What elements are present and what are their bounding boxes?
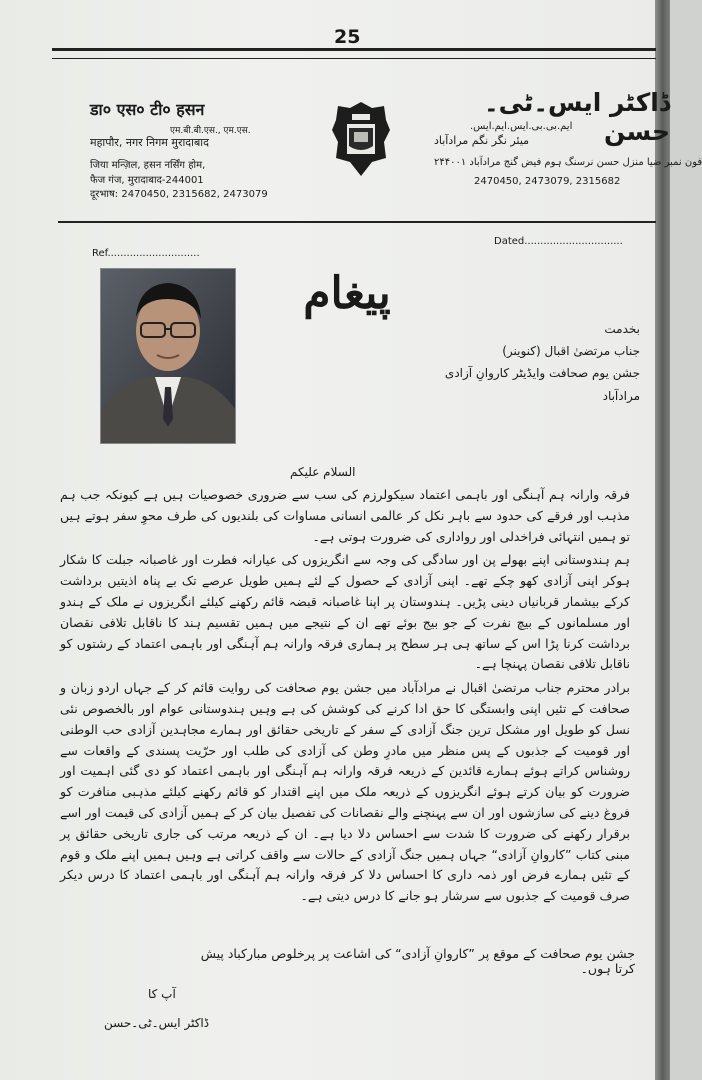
paragraph-3: برادر محترم جناب مرتضیٰ اقبال نے مرادآباد میں جشن یوم صحافت کی روایت قائم کر کے جہاں اردو زبان و صحافت کے تئیں اپنی وابستگی کا حق ادا کرنے کی کوشش کی ہے وہیں ہندوستانی عوام اور بالخصوص نئی نسل کو طویل اور مشکل ترین جنگ آزادی کے سفر کے تاریخی حقائق اور ہمارے مجاہدین آزادی حب الوطنی اور قومیت کے جذبوں کے پس منظر میں مادرِ وطن کی آزادی کی طلب اور حرّیت پسندی کے واقعات سے روشناس کراتے ہوئے ہمارے قائدین کے ذریعہ فرقہ وارانہ ہم آہنگی اور باہمی اعتماد کو دی گئی اہمیت اور ضرورت کو بیان کرتے ہوئے انگریزوں کے ذریعہ ملک میں اپنے اقتدار کو قائم رکھنے کیلئے مذہبی منافرت کو فروغ دینے کی سازشوں اور ان سے پہنچنے والے نقصانات کی تفصیل بیان کر کے ہمیں آزادی کی قیمت اور اسے برقرار رکھنے کی ضرورت کا شدت سے احساس دلا دیا ہے۔ ان کے ذریعہ مرتب کی جاری تاریخی حقائق پر مبنی کتاب ”کاروانِ آزادی“ جہاں ہمیں جنگ آزادی کے حالات سے واقف کراتی ہے وہیں ہمیں اپنے ملک و قوم کے تئیں ہمارے فرض اور ذمہ داری کا احساس دلا کر فرقہ وارانہ ہم آہنگی اور باہمی اعتماد کا درس دیکر صرف قومیت کے جذبوں سے سرشار ہو جانے کا درس دیتی ہے۔ (60, 680, 630, 904)
top-rule-thin (52, 58, 656, 59)
municipal-emblem-icon (330, 100, 392, 178)
hindi-title: महापौर, नगर निगम मुरादाबाद (90, 136, 209, 149)
hindi-phone (90, 186, 268, 200)
urdu-phone-label: فون نمبر (664, 157, 702, 168)
greeting: السلام علیکم (290, 465, 356, 479)
hindi-phone-label: दूरभाष: (90, 189, 119, 200)
recipient-city: مرادآباد (602, 389, 640, 403)
portrait-image (101, 269, 235, 443)
paragraph-1: فرقہ وارانہ ہم آہنگی اور باہمی اعتماد سیکولرزم کی سب سے ضروری خصوصیات ہیں ہے کیونکہ جب ہم مذہب اور فرقے کی حدود سے باہر نکل کر عالمی انسانی مساوات کی بلندیوں کی طرف محوِ سفر ہوتے ہیں تو ہمیں انتہائی فراخدلی اور رواداری کی ضرورت ہوتی ہے۔ (60, 487, 630, 544)
recipient-salutation: بخدمت (604, 322, 640, 336)
dated-field: Dated............................... (494, 236, 623, 247)
hindi-address1: जिया मन्ज़िल, हसन नर्सिंग होम, (90, 160, 206, 171)
hindi-degrees: एम.बी.बी.एस., एम.एस. (170, 126, 251, 136)
urdu-address (434, 157, 702, 168)
page-title: پیغام (303, 268, 391, 319)
header-bottom-rule (58, 221, 656, 223)
signature: ڈاکٹر ایس۔ٹی۔حسن (104, 1016, 210, 1030)
recipient-designation: جشن یوم صحافت وایڈیٹر کاروانِ آزادی (444, 366, 640, 380)
hindi-letterhead-name: डा० एस० टी० हसन (90, 100, 205, 119)
closing-line: جشن یوم صحافت کے موقع پر ”کاروانِ آزادی“ کی اشاعت پر پرخلوص مبارکباد پیش کرتا ہوں۔ (200, 946, 635, 976)
sign-off: آپ کا (148, 987, 176, 1001)
urdu-degrees: ایم.بی.بی.ایس.ایم.ایس. (470, 121, 573, 132)
top-rule (52, 48, 656, 51)
urdu-address-text: ضیا منزل حسن نرسنگ ہوم فیض گنج مرادآباد ۲۴۴۰۰۱ (434, 157, 662, 168)
ref-field: Ref............................. (92, 248, 200, 259)
page-number: 25 (334, 26, 361, 48)
hindi-address2: फैज गंज, मुरादाबाद-244001 (90, 175, 204, 186)
urdu-title: میئر نگر نگم مرادآباد (434, 134, 530, 147)
paragraph-2: ہم ہندوستانی اپنے بھولے پن اور سادگی کی وجہ سے انگریزوں کی عیارانہ فطرت اور غاصبانہ جبلت کا شکار ہوکر اپنی آزادی کھو چکے تھے۔ اپنی آزادی کے حصول کے لئے ہمیں طویل عرصے تک بے پناہ اذیتیں برداشت کرکے بیشمار قربانیاں دینی پڑیں۔ ہندوستان پر اپنا غاصبانہ قبضہ قائم رکھنے کیلئے انگریزوں نے ملک کے ہندو اور مسلمانوں کے بیچ نفرت کے جو بیج بوئے تھے ان کے نتیجے میں ہمیں تقسیم ہند کا ناقابل تلافی نقصان برداشت کرنا پڑا اس کے ساتھ ہی ہر سطح پر ہماری فرقہ وارانہ ہم آہنگی اور باہمی اعتماد کے رشتوں کو ناقابل تلافی نقصان پہنچا ہے۔ (60, 552, 630, 672)
recipient-name: جناب مرتضیٰ اقبال (کنوینر) (502, 344, 640, 358)
portrait-photo (100, 268, 236, 444)
letter-body (60, 485, 630, 910)
hindi-phone-numbers: 2470450, 2315682, 2473079 (121, 189, 268, 200)
urdu-phone-numbers: 2470450, 2473079, 2315682 (474, 176, 621, 187)
urdu-letterhead-name: ڈاکٹر ایس۔ٹی۔حسن (484, 88, 670, 146)
